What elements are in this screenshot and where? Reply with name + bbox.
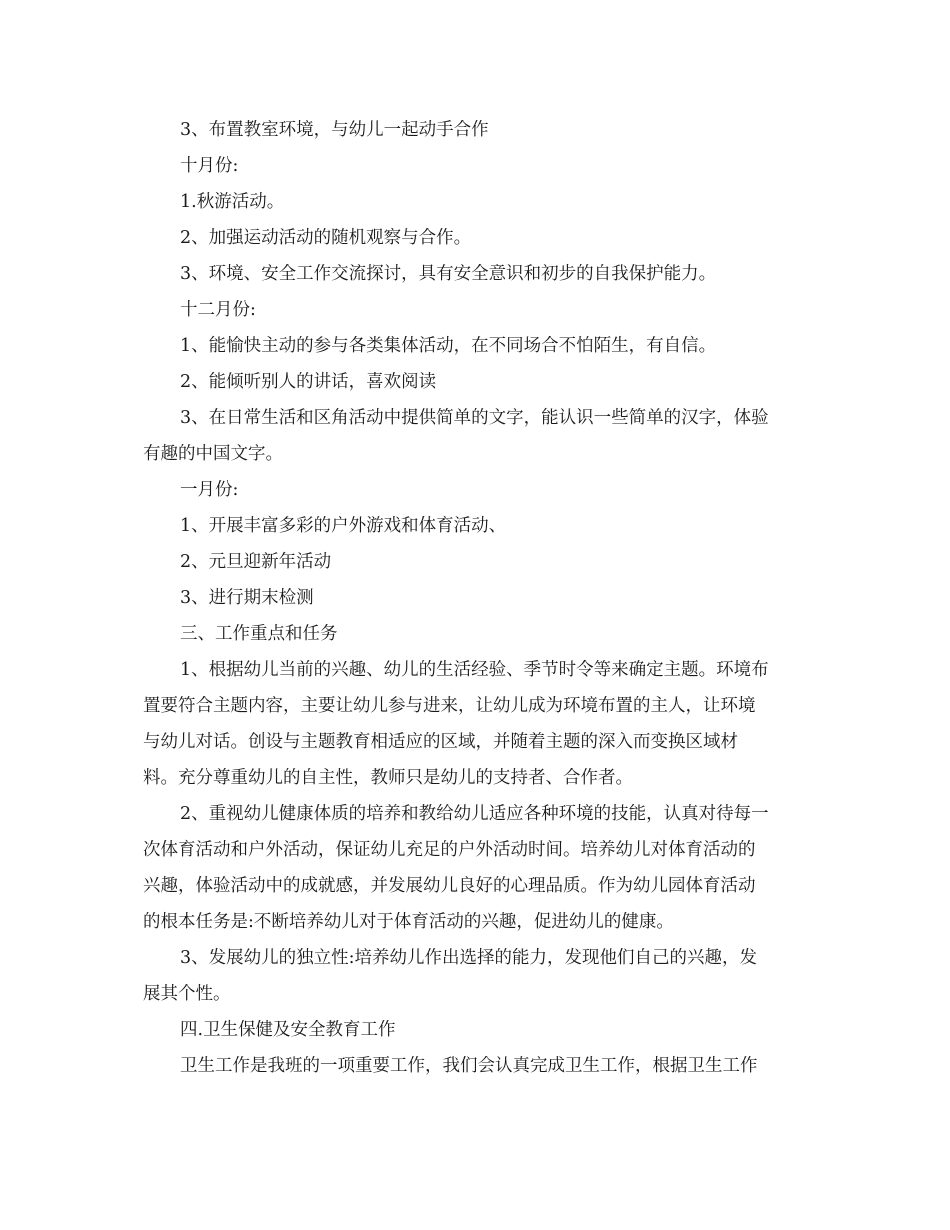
section-heading: 一月份: [180,480,239,500]
section-heading: 十月份: [180,156,239,176]
list-item: 3、环境、安全工作交流探讨，具有安全意识和初步的自我保护能力。 [180,264,717,284]
list-item: 2、元旦迎新年活动 [180,552,332,572]
paragraph-line: 兴趣，体验活动中的成就感，并发展幼儿良好的心理品质。作为幼儿园体育活动 [143,876,756,896]
list-item: 1、开展丰富多彩的户外游戏和体育活动、 [180,516,507,536]
list-item: 3、在日常生活和区角活动中提供简单的文字，能认识一些简单的汉字，体验 [180,408,769,428]
paragraph-line: 展其个性。 [143,984,231,1004]
paragraph-line: 3、发展幼儿的独立性:培养幼儿作出选择的能力，发现他们自己的兴趣，发 [180,948,758,968]
paragraph-line: 次体育活动和户外活动，保证幼儿充足的户外活动时间。培养幼儿对体育活动的 [143,840,756,860]
paragraph-line: 与幼儿对话。创设与主题教育相适应的区域，并随着主题的深入而变换区域材 [143,732,738,752]
document-body [143,112,808,1084]
list-item-continuation: 有趣的中国文字。 [143,444,283,464]
paragraph-line: 的根本任务是:不断培养幼儿对于体育活动的兴趣，促进幼儿的健康。 [143,912,674,932]
paragraph-line: 置要符合主题内容，主要让幼儿参与进来，让幼儿成为环境布置的主人，让环境 [143,696,756,716]
list-item: 2、能倾听别人的讲话，喜欢阅读 [180,372,437,392]
paragraph-line: 卫生工作是我班的一项重要工作，我们会认真完成卫生工作，根据卫生工作 [180,1056,758,1076]
list-item: 1.秋游活动。 [180,192,285,212]
list-item: 3、进行期末检测 [180,588,314,608]
section-heading: 三、工作重点和任务 [180,624,338,644]
paragraph-line: 1、根据幼儿当前的兴趣、幼儿的生活经验、季节时令等来确定主题。环境布 [180,660,769,680]
list-item: 2、加强运动活动的随机观察与合作。 [180,228,472,248]
section-heading: 四.卫生保健及安全教育工作 [180,1020,396,1040]
list-item: 3、布置教室环境，与幼儿一起动手合作 [180,120,489,140]
list-item: 1、能愉快主动的参与各类集体活动，在不同场合不怕陌生，有自信。 [180,336,717,356]
paragraph-line: 2、重视幼儿健康体质的培养和教给幼儿适应各种环境的技能，认真对待每一 [180,804,769,824]
paragraph-line: 料。充分尊重幼儿的自主性，教师只是幼儿的支持者、合作者。 [143,768,633,788]
section-heading: 十二月份: [180,300,256,320]
